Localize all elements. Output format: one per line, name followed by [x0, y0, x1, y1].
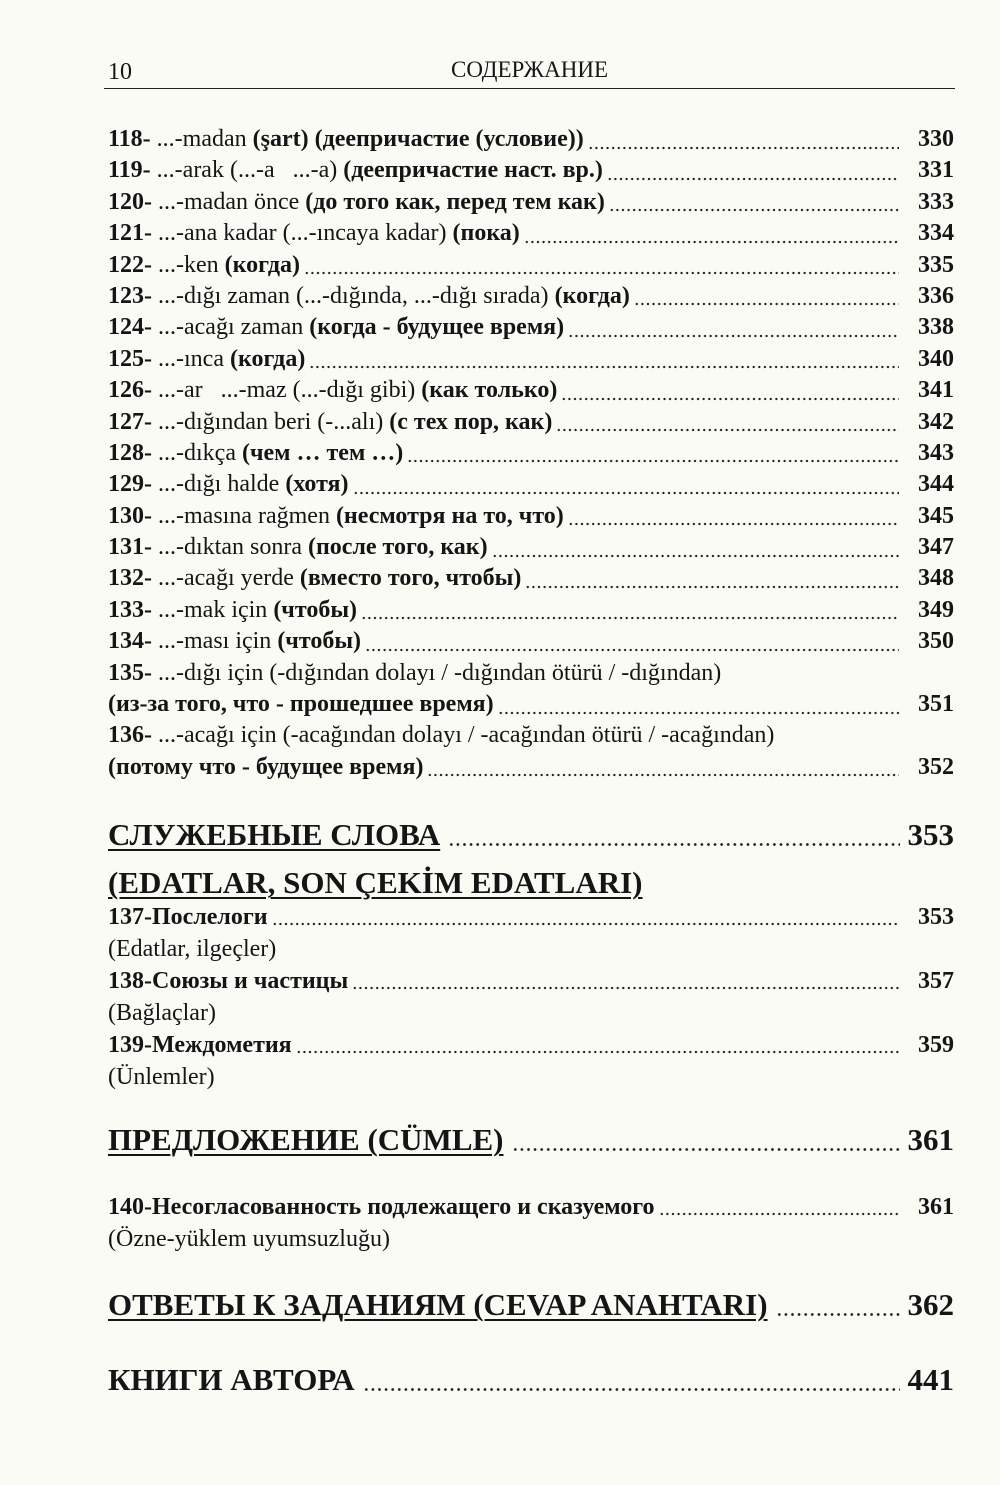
- entry-number: 135-: [108, 659, 152, 686]
- toc-entry-130: [108, 501, 954, 532]
- entry-number: 126-: [108, 377, 152, 404]
- dot-leader: [524, 218, 899, 249]
- entry-russian-gloss: (чтобы): [277, 628, 362, 655]
- entry-turkish-form: ...-masına rağmen: [158, 502, 330, 529]
- entry-russian-gloss: (şart) (деепричастие (условие)): [252, 126, 584, 152]
- toc-entry-124: [108, 312, 954, 343]
- entry-russian-gloss: (после того, как): [307, 534, 488, 561]
- dot-leader: [568, 312, 899, 343]
- entry-label: [108, 658, 721, 689]
- entry-number: 133-: [108, 596, 152, 623]
- entry-turkish-form: ...-dığı halde: [158, 471, 280, 498]
- entry-label: [108, 187, 605, 218]
- entry-note: (Özne-yüklem uyumsuzluğu): [108, 1226, 390, 1253]
- entry-turkish-form: ...-mak için: [158, 596, 268, 623]
- entry-label: [108, 312, 564, 343]
- entry-label: [108, 720, 774, 751]
- entry-turkish-form: ...-ana kadar (...-ıncaya kadar): [158, 220, 447, 247]
- entry-turkish-form: ...-madan önce: [158, 188, 300, 215]
- toc-entry-128: [108, 438, 954, 469]
- table-of-contents: [108, 124, 954, 1402]
- toc-entry-140: [108, 1191, 954, 1223]
- entry-note: (Ünlemler): [108, 1064, 215, 1091]
- section-page-number: 362: [907, 1287, 954, 1323]
- entry-number: 136-: [108, 722, 152, 749]
- entry-number: 122-: [108, 251, 152, 278]
- toc-entry-121: [108, 218, 954, 249]
- dot-leader: [776, 1283, 900, 1327]
- entry-page-number: 353: [918, 904, 954, 931]
- entry-label: [108, 281, 630, 312]
- entry-page-number: 331: [918, 157, 954, 184]
- entry-page-number: 333: [918, 188, 954, 215]
- entry-label: [108, 407, 552, 438]
- section-title: СЛУЖЕБНЫЕ СЛОВА: [108, 817, 441, 853]
- entry-page-number: 357: [918, 968, 954, 995]
- entry-russian-gloss: (когда): [554, 282, 630, 309]
- entry-label: [108, 250, 300, 281]
- entry-page-number: 341: [918, 377, 954, 404]
- toc-entry-134: [108, 626, 954, 657]
- entry-turkish-form: ...-dıkça: [158, 439, 236, 466]
- entry-russian-gloss: (из-за того, что - прошедшее время): [108, 691, 494, 718]
- entry-turkish-form: ...-acağı için (-acağından dolayı / -acağından ötürü / -acağından): [158, 722, 775, 749]
- entry-page-number: 344: [918, 471, 954, 498]
- toc-entry-120: [108, 187, 954, 218]
- toc-entry-135-line-2: [108, 689, 954, 720]
- dot-leader: [365, 626, 899, 657]
- entry-turkish-form: ...-ınca: [158, 345, 224, 372]
- dot-leader: [561, 375, 899, 406]
- entry-page-number: 347: [918, 534, 954, 561]
- entry-russian-gloss: (пока): [452, 220, 520, 247]
- toc-entry-137: [108, 901, 954, 933]
- toc-entry-126: [108, 375, 954, 406]
- toc-entry-123: [108, 281, 954, 312]
- entry-russian-gloss: (когда): [224, 251, 300, 278]
- dot-leader: [304, 250, 899, 281]
- dot-leader: [353, 469, 899, 500]
- entry-number: 131-: [108, 534, 152, 561]
- dot-leader: [448, 813, 899, 857]
- dot-leader: [361, 595, 899, 626]
- entry-page-number: 350: [918, 628, 954, 655]
- entry-turkish-form: ...-acağı yerde: [158, 565, 294, 592]
- page-number: 10: [108, 59, 132, 85]
- entry-page-number: 334: [918, 220, 954, 247]
- toc-entry-136-line-1: [108, 720, 954, 751]
- entry-russian-gloss: (чтобы): [273, 596, 358, 623]
- entry-turkish-form: ...-dıktan sonra: [158, 534, 302, 561]
- entry-number: 124-: [108, 314, 152, 341]
- entry-page-number: 335: [918, 251, 954, 278]
- entry-turkish-form: ...-dığından beri (-...alı): [158, 408, 384, 435]
- dot-leader: [634, 281, 899, 312]
- entry-label: 140-Несогласованность подлежащего и сказуемого: [108, 1194, 655, 1221]
- entry-russian-gloss: (потому что - будущее время): [108, 753, 424, 780]
- section-title: ПРЕДЛОЖЕНИЕ (CÜMLE): [108, 1122, 504, 1158]
- entry-number: 123-: [108, 282, 152, 309]
- section-subtitle: [108, 865, 954, 901]
- entry-page-number: 343: [918, 439, 954, 466]
- section-title: КНИГИ АВТОРА: [108, 1362, 355, 1398]
- entry-russian-gloss: (до того как, перед тем как): [305, 188, 605, 215]
- entry-number: 130-: [108, 502, 152, 529]
- entry-number: 134-: [108, 628, 152, 655]
- entry-number: 120-: [108, 188, 152, 215]
- entry-page-number: 338: [918, 314, 954, 341]
- toc-entry-119: [108, 155, 954, 186]
- section-page-number: 361: [907, 1122, 954, 1158]
- entry-russian-gloss: (деепричастие наст. вр.): [343, 157, 603, 184]
- section-title: ОТВЕТЫ К ЗАДАНИЯМ (CEVAP ANAHTARI): [108, 1287, 768, 1323]
- toc-entry-139: [108, 1029, 954, 1061]
- dot-leader: [352, 965, 899, 997]
- entry-label: [108, 595, 357, 626]
- dot-leader: [363, 1358, 900, 1402]
- entry-turkish-form: ...-ken: [158, 251, 219, 278]
- entry-page-number: 349: [918, 596, 954, 623]
- entry-russian-gloss: (вместо того, чтобы): [299, 565, 522, 592]
- dot-leader: [659, 1191, 899, 1223]
- running-header: [104, 52, 955, 89]
- entry-page-number: 340: [918, 345, 954, 372]
- entry-note: (Bağlaçlar): [108, 1000, 216, 1027]
- entry-label: [108, 501, 564, 532]
- entry-russian-gloss: (чем … тем …): [241, 439, 404, 466]
- entry-page-number: 359: [918, 1032, 954, 1059]
- entry-turkish-form: ...-dığı zaman (...-dığında, ...-dığı sırada): [158, 282, 549, 309]
- entry-label: [108, 626, 361, 657]
- dot-leader: [498, 689, 899, 720]
- dot-leader: [492, 532, 899, 563]
- entry-page-number: 330: [918, 126, 954, 152]
- dot-leader: [512, 1118, 900, 1162]
- entry-russian-gloss: (с тех пор, как): [389, 408, 553, 435]
- section-subtitle-text: (EDATLAR, SON ÇEKİM EDATLARI): [108, 865, 643, 901]
- entry-page-number: 361: [918, 1194, 954, 1221]
- dot-leader: [272, 901, 899, 933]
- entry-turkish-form: ...-dığı için (-dığından dolayı / -dığından ötürü / -dığından): [158, 659, 722, 686]
- entry-label: 137-Послелоги: [108, 904, 268, 931]
- dot-leader: [568, 501, 899, 532]
- entry-label: [108, 532, 488, 563]
- dot-leader: [607, 155, 899, 186]
- toc-entry-138: [108, 965, 954, 997]
- dot-leader: [407, 438, 899, 469]
- entry-label: [108, 563, 521, 594]
- entry-page-number: 352: [918, 753, 954, 780]
- toc-entry-127: [108, 407, 954, 438]
- entry-russian-gloss: (когда - будущее время): [309, 314, 565, 341]
- section-heading-sentence: [108, 1118, 954, 1162]
- entry-russian-gloss: (несмотря на то, что): [335, 502, 564, 529]
- entry-number: 119-: [108, 157, 151, 184]
- toc-entry-135-line-1: [108, 658, 954, 689]
- entry-label: 138-Союзы и частицы: [108, 968, 349, 995]
- entry-label: [108, 344, 305, 375]
- entry-russian-gloss: (хотя): [285, 471, 349, 498]
- dot-leader: [556, 407, 899, 438]
- entry-label: [108, 469, 349, 500]
- entry-page-number: 342: [918, 408, 954, 435]
- toc-entry-122: [108, 250, 954, 281]
- entry-number: 118-: [108, 126, 151, 152]
- dot-leader: [296, 1029, 899, 1061]
- toc-entry-132: [108, 563, 954, 594]
- entry-turkish-form: ...-ar ...-maz (...-dığı gibi): [158, 377, 416, 404]
- section-heading-service-words: [108, 813, 954, 857]
- entry-page-number: 348: [918, 565, 954, 592]
- entry-turkish-form: ...-madan: [156, 126, 247, 152]
- entry-number: 132-: [108, 565, 152, 592]
- entry-turkish-form: ...-acağı zaman: [158, 314, 304, 341]
- toc-entry-133: [108, 595, 954, 626]
- entry-turkish-form: ...-ması için: [158, 628, 272, 655]
- toc-entry-136-line-2: [108, 752, 954, 783]
- toc-entry-129: [108, 469, 954, 500]
- entry-number: 125-: [108, 345, 152, 372]
- toc-entry-131: [108, 532, 954, 563]
- entry-turkish-form: ...-arak (...-a ...-a): [156, 157, 338, 184]
- dot-leader: [525, 563, 899, 594]
- entry-label: [108, 438, 403, 469]
- entry-russian-gloss: (как только): [421, 377, 558, 404]
- section-page-number: 441: [907, 1362, 954, 1398]
- entry-number: 121-: [108, 220, 152, 247]
- entry-label: [108, 218, 520, 249]
- entry-page-number: 345: [918, 502, 954, 529]
- entry-label: [108, 124, 584, 155]
- toc-entry-125: [108, 344, 954, 375]
- entry-label: 139-Междометия: [108, 1032, 292, 1059]
- dot-leader: [427, 752, 899, 783]
- entry-label: [108, 375, 557, 406]
- entry-label: [108, 155, 603, 186]
- page-title: СОДЕРЖАНИЕ: [450, 57, 608, 82]
- entry-note: (Edatlar, ilgeçler): [108, 936, 277, 963]
- section-heading-author-books: [108, 1358, 954, 1402]
- section-page-number: 353: [907, 817, 954, 853]
- dot-leader: [609, 187, 899, 218]
- toc-entry-118: [108, 124, 954, 155]
- entry-page-number: 336: [918, 282, 954, 309]
- dot-leader: [588, 124, 899, 155]
- entry-number: 128-: [108, 439, 152, 466]
- entry-number: 127-: [108, 408, 152, 435]
- entry-russian-gloss: (когда): [229, 345, 306, 372]
- entry-number: 129-: [108, 471, 152, 498]
- section-heading-answers: [108, 1283, 954, 1327]
- entry-page-number: 351: [918, 691, 954, 718]
- dot-leader: [309, 344, 899, 375]
